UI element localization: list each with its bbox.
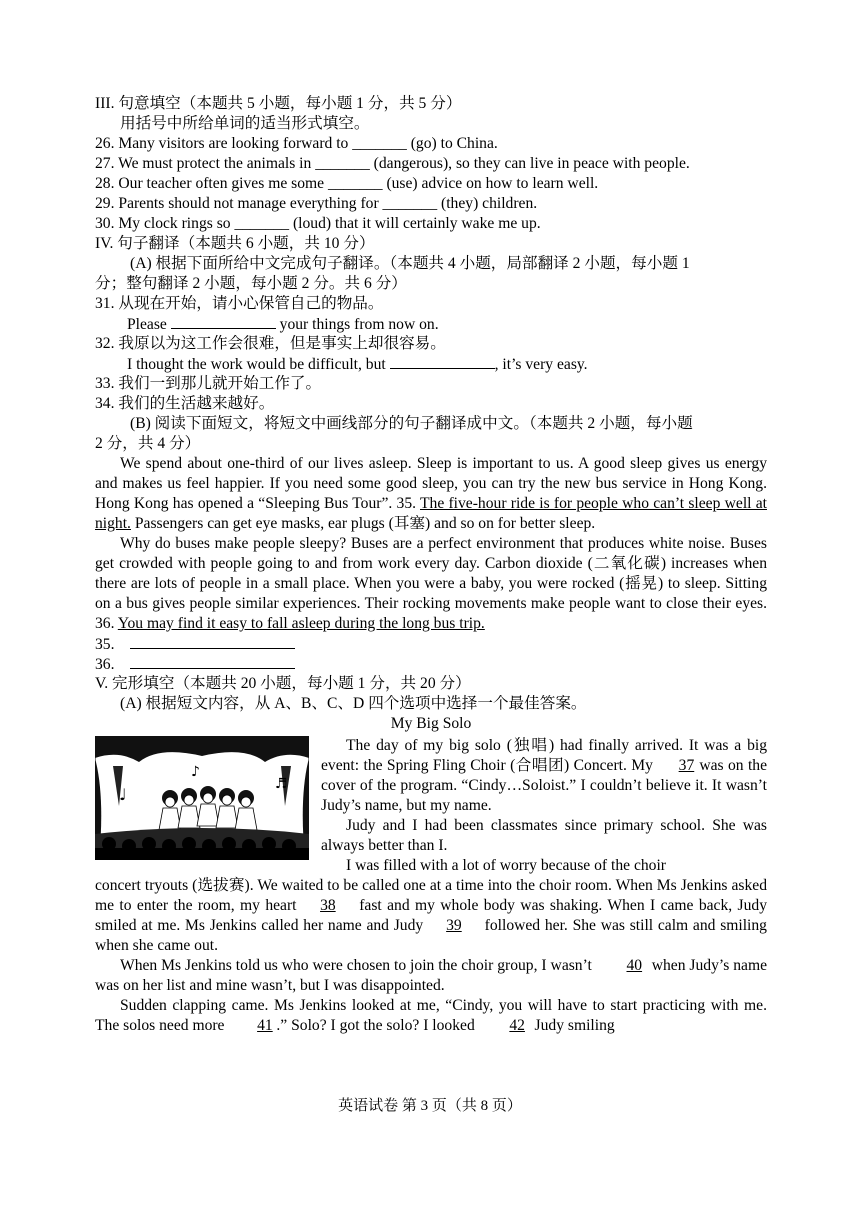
underlined-sentence-36: You may find it easy to fall asleep during the long bus trip.: [117, 615, 485, 632]
section-4b-instruction-cont: 2 分，共 4 分）: [95, 435, 201, 452]
blank-42: 42: [509, 1017, 525, 1034]
svg-text:♩: ♩: [119, 785, 127, 804]
passage-paragraph-7: [95, 996, 767, 1036]
answer-36: [95, 654, 767, 674]
page-footer: 英语试卷 第 3 页（共 8 页）: [338, 1098, 522, 1114]
question-29: 29. Parents should not manage everything for _______ (they) children.: [95, 195, 538, 212]
figure-side-text: [321, 736, 767, 876]
section-3-heading: III. 句意填空（本题共 5 小题，每小题 1 分，共 5 分）: [95, 95, 462, 112]
svg-text:♬: ♬: [275, 776, 288, 792]
figure-with-text: [95, 736, 767, 876]
answer-32-pre: I thought the work would be difficult, but: [127, 356, 390, 373]
section-4b-instruction: (B) 阅读下面短文，将短文中画线部分的句子翻译成中文。（本题共 2 小题，每小题: [130, 415, 693, 432]
answer-36-label: 36.: [95, 656, 115, 673]
answer-32-blank: [390, 354, 495, 369]
section-4a-instruction-cont: 分；整句翻译 2 小题，每小题 2 分。共 6 分）: [95, 275, 407, 292]
blank-37: 37: [678, 757, 695, 774]
section-3-instruction: 用括号中所给单词的适当形式填空。: [120, 115, 370, 132]
passage-text: Judy smiling: [530, 1017, 615, 1034]
question-32: 32. 我原以为这工作会很难，但是事实上却很容易。: [95, 335, 446, 352]
answer-31-pre: Please: [127, 316, 171, 333]
passage-title: My Big Solo: [390, 715, 472, 732]
passage-text: fast and my whole body was shaking. When I came back, Judy smiled at me. Ms Jenkins called her name and Judy: [95, 897, 767, 934]
section-4a-instruction: (A) 根据下面所给中文完成句子翻译。（本题共 4 小题，局部翻译 2 小题，每小题 1: [130, 255, 690, 272]
passage-text: concert tryouts (选拔赛). We waited to be called one at a time into the choir room. When Ms Jenkins asked me to enter the room, my heart: [95, 877, 767, 914]
passage-text: was on the cover of the program. “Cindy…Soloist.” I couldn’t believe it. It wasn’t Judy’s name, but my name.: [321, 757, 767, 814]
answer-35: [95, 634, 767, 654]
passage-text: followed her. She was still calm and smiling when she came out.: [95, 917, 767, 954]
section-5a-instruction: (A) 根据短文内容，从 A、B、C、D 四个选项中选择一个最佳答案。: [120, 695, 587, 712]
question-33: 33. 我们一到那儿就开始工作了。: [95, 375, 322, 392]
passage-text: .” Solo? I got the solo? I looked: [276, 1017, 479, 1034]
answer-31-blank: [171, 314, 276, 329]
passage-text: Why do buses make people sleepy? Buses are a perfect environment that produces white noise. Buses get crowded with people going to and from work every day. Carbon dioxide (二氧化碳) increases when there are lots of people in a small place. When you were a baby, you were rocked (摇晃) to sleep. Sitting on a bus gives people similar experiences. Their rocking movements make people want to close their eyes. 36.: [95, 535, 767, 632]
underlined-sentence-35: The five-hour ride is for people who can’t sleep well at night.: [95, 495, 767, 532]
passage-text: We spend about one-third of our lives asleep. Sleep is important to us. A good sleep gives us energy and makes us feel happier. If you need some good sleep, you can try the new bus service in Hong Kong. Hong Kong has opened a “Sleeping Bus Tour”. 35.: [95, 455, 767, 512]
passage-text: The day of my big solo (独唱) had finally arrived. It was a big event: the Spring Fling Choir (合唱团) Concert. My: [321, 737, 767, 774]
answer-31-post: your things from now on.: [275, 316, 439, 333]
answer-32: [95, 354, 767, 374]
passage-paragraph-3: [321, 736, 767, 816]
passage-paragraph-4: Judy and I had been classmates since primary school. She was always better than I.: [321, 817, 767, 854]
answer-31: [95, 314, 767, 334]
passage-paragraph-2: [95, 534, 767, 634]
question-26: 26. Many visitors are looking forward to _______ (go) to China.: [95, 135, 498, 152]
section-4-heading: IV. 句子翻译（本题共 6 小题，共 10 分）: [95, 235, 375, 252]
passage-paragraph-6: [95, 956, 767, 996]
blank-38: 38: [320, 897, 336, 914]
question-31: 31. 从现在开始，请小心保管自己的物品。: [95, 295, 384, 312]
passage-text: Sudden clapping came. Ms Jenkins looked at me, “Cindy, you will have to start practicing with me. The solos need more: [95, 997, 767, 1034]
exam-page: [95, 94, 767, 1036]
question-34: 34. 我们的生活越来越好。: [95, 395, 275, 412]
question-30: 30. My clock rings so _______ (loud) that it will certainly wake me up.: [95, 215, 541, 232]
section-5-heading: V. 完形填空（本题共 20 小题，每小题 1 分，共 20 分）: [95, 675, 471, 692]
answer-35-label: 35.: [95, 636, 115, 653]
passage-paragraph-5: [95, 876, 767, 956]
answer-32-post: , it’s very easy.: [494, 356, 588, 373]
passage-text: When Ms Jenkins told us who were chosen to join the choir group, I wasn’t: [120, 957, 596, 974]
choir-stage-illustration: [95, 736, 309, 860]
blank-40: 40: [626, 957, 643, 974]
question-28: 28. Our teacher often gives me some _______ (use) advice on how to learn well.: [95, 175, 599, 192]
passage-text: Passengers can get eye masks, ear plugs (耳塞) and so on for better sleep.: [130, 515, 596, 532]
passage-text: when Judy’s name was on her list and mine wasn’t, but I was disappointed.: [95, 957, 767, 994]
blank-39: 39: [446, 917, 462, 934]
passage-paragraph-1: [95, 454, 767, 534]
answer-36-blank: [130, 654, 295, 669]
blank-41: 41: [257, 1017, 273, 1034]
passage-paragraph-5-start: I was filled with a lot of worry because of the choir: [346, 857, 666, 874]
svg-text:♪: ♪: [191, 764, 200, 780]
question-27: 27. We must protect the animals in _______ (dangerous), so they can live in peace with people.: [95, 155, 690, 172]
answer-35-blank: [130, 634, 295, 649]
